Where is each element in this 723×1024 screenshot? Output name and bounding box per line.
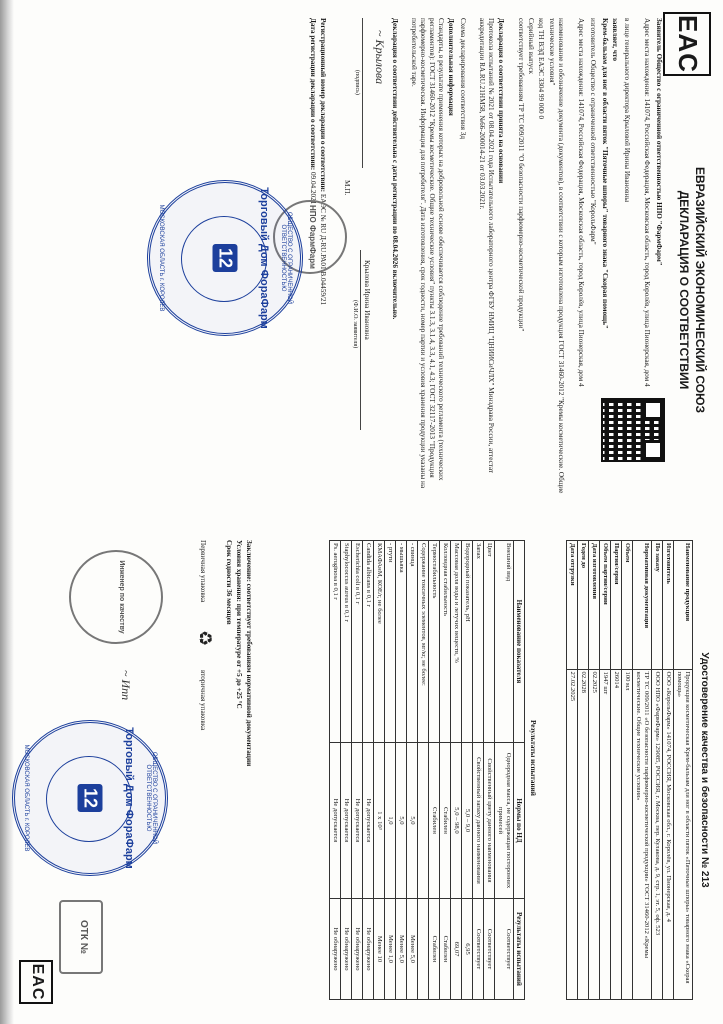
certificate-row-label: Дата отгрузки xyxy=(567,541,578,670)
applicant-address: Адрес места нахождения: 141074, Российская Федерация, Московская область, город Королёв, улица Пионерская, дом 4 xyxy=(643,18,651,387)
results-cell-result: Не обнаружено xyxy=(352,899,363,1000)
declaration-title: ДЕКЛАРАЦИЯ О СООТВЕТСТВИИ xyxy=(677,190,691,390)
certificate-row-value: ТР ТС 009/2011 «О безопасности парфюмерно-косметической продукции» ГОСТ 31460-2012 «Кремы косметические. Общие технические условия» xyxy=(633,669,652,999)
seal-place: М.П. xyxy=(343,180,351,196)
results-cell-indicator: Содержание токсичных элементов, мг/кг, не более: xyxy=(418,541,429,743)
certificate-info-table xyxy=(566,540,693,1000)
results-cell-indicator: Staphylococcus aureus в 0,1 г xyxy=(341,541,352,743)
standard-doc: наименование и обозначение документа (документов), в соответствии с которым изготовлена продукция ГОСТ 31460-2012 "Кремы косметические. Общие технические условия" xyxy=(548,18,565,494)
results-cell-indicator: Водородный показатель, pH xyxy=(462,541,473,743)
results-cell-result: Соответствует xyxy=(473,899,484,1000)
name-caption: (Ф.И.О. заявителя) xyxy=(352,300,358,349)
results-cell-result: Стабилен xyxy=(429,899,440,1000)
header-results: Результаты испытаний xyxy=(514,899,525,1000)
results-cell-indicator: - ртути xyxy=(385,541,396,743)
results-cell-norm: 5,0 – 9,0 xyxy=(462,742,473,898)
certificate-row-value: 100 мл xyxy=(622,669,633,999)
signature-line xyxy=(362,18,363,168)
certificate-row-label: Нормативная документация xyxy=(633,541,652,670)
results-cell-indicator: КМАФАнМ, КОЕ/г, не более xyxy=(374,541,385,743)
certificate-row-label: Объем партии/серии xyxy=(600,541,611,670)
eac-logo-certificate: EAC xyxy=(19,960,53,1004)
certificate-row xyxy=(622,541,633,1000)
results-table xyxy=(329,540,525,1000)
batch-type: Серийный выпуск xyxy=(527,18,535,75)
certificate-row-value: Продукция косметическая Крем-бальзам для ног в области пяток «Пяточные шпоры» товарного знака «Скорая помощь» xyxy=(674,669,693,999)
results-title: Результаты испытаний xyxy=(529,720,537,796)
results-cell-indicator: - свинца xyxy=(407,541,418,743)
secondary-packaging: вторичная упаковка xyxy=(199,670,207,731)
results-cell-indicator: Escherichia coli в 0,1 г xyxy=(352,541,363,743)
results-cell-norm: Не допускается xyxy=(363,742,374,898)
declaration xyxy=(0,0,723,505)
eac-logo: EAC xyxy=(663,12,711,76)
results-cell-norm xyxy=(418,742,429,898)
results-cell-result: 6,95 xyxy=(462,899,473,1000)
results-cell-indicator: Массовая доля воды и летучих веществ, % xyxy=(451,541,462,743)
conclusion: Заключение: соответствует требованиям нормативной документации xyxy=(245,540,253,767)
results-row xyxy=(429,541,440,1000)
results-row xyxy=(484,541,495,1000)
header-indicator: Наименование показателя xyxy=(514,541,525,743)
union-title: ЕВРАЗИЙСКИЙ ЭКОНОМИЧЕСКИЙ СОЮЗ xyxy=(693,166,707,414)
results-cell-norm: Свойственный цвету данного наименования xyxy=(484,742,495,898)
certificate-row xyxy=(589,541,600,1000)
qc-signature: ~ Ипп xyxy=(119,670,133,701)
certificate-row-label: Партия/серия xyxy=(611,541,622,670)
certificate-row-value: 26014 xyxy=(611,669,622,999)
manufacturer: изготовитель Общество с ограниченной ответственностью "КорольФарм" xyxy=(589,18,597,245)
qc-stamp: Инженер по качеству xyxy=(69,550,163,644)
results-cell-result: Менее 1,0 xyxy=(385,899,396,1000)
basis: Протокола испытаний № 2021 от 08.04.2021 года Испытательного лабораторного центра ФГБУ НМИЦ "ЦНИИСиЧЛХ" Минздрава России, аттестат аккредитации RA.RU.21НМ58, №66-200014-21 от 03.03.2021г. xyxy=(478,18,495,474)
certificate-row-label: Годен до xyxy=(578,541,589,670)
shelf-life: Срок годности 36 месяцев xyxy=(225,540,233,625)
results-cell-indicator: Коллоидная стабильность xyxy=(440,541,451,743)
certificate-row-value: 02.2025 xyxy=(589,669,600,999)
qr-code-icon xyxy=(603,400,663,460)
results-row xyxy=(352,541,363,1000)
tr-compliance: соответствует требованиям ТР ТС 009/2011 "О безопасности парфюмерно-косметической продукции" xyxy=(517,18,525,332)
otk-stamp: ОТК № xyxy=(59,900,103,974)
quality-certificate xyxy=(0,520,723,1020)
certificate-row-label: По заказу xyxy=(652,541,663,670)
results-cell-result: Стабилен xyxy=(440,899,451,1000)
certificate-row-label: Изготовитель xyxy=(663,541,674,670)
certificate-row-label: Объем xyxy=(622,541,633,670)
certificate-title: Удостоверение качества и безопасности № 213 xyxy=(699,652,710,888)
results-cell-result: Соответствует xyxy=(484,899,495,1000)
results-row xyxy=(330,541,341,1000)
results-cell-result: Не обнаружено xyxy=(363,899,374,1000)
results-cell-result xyxy=(418,899,429,1000)
registration-date: Дата регистрации декларации о соответствии: 09.04.2021 xyxy=(309,18,317,205)
certificate-row xyxy=(578,541,589,1000)
results-cell-result: Не обнаружено xyxy=(330,899,341,1000)
certificate-row-value: ООО НПО «ФармФарм» 129085, РОССИЯ, г. Москва, пер. Кулакова, д. 9, стр. 1, эт. 5, оф. 523 xyxy=(652,669,663,999)
certificate-row-value: 02.2028 xyxy=(578,669,589,999)
name-line xyxy=(360,250,361,430)
results-cell-indicator: Запах xyxy=(473,541,484,743)
certificate-row xyxy=(611,541,622,1000)
results-cell-indicator: - мышьяка xyxy=(396,541,407,743)
storage: Условия хранения: при температуре от +5 до +25 °С xyxy=(235,540,243,709)
results-cell-indicator: Candida albicans в 0,1 г xyxy=(363,541,374,743)
results-cell-norm: 1 х 10³ xyxy=(374,742,385,898)
results-row xyxy=(363,541,374,1000)
company-stamp-declaration: ОБЩЕСТВО С ОГРАНИЧЕННОЙ ОТВЕТСТВЕННОСТЬЮ Торговый Дом ФораФарм 12 МОСКОВСКАЯ ОБЛАСТЬ г. КОРОЛЕВ xyxy=(147,180,303,336)
results-cell-norm: Стабилен xyxy=(440,742,451,898)
results-cell-indicator: Цвет xyxy=(484,541,495,743)
registration-number: Регистрационный номер декларации о соответствии: ЕАЭС № RU Д-RU.РА01.В.04459/21 xyxy=(319,18,327,306)
results-row xyxy=(495,541,514,1000)
results-cell-indicator: Термостабильность xyxy=(429,541,440,743)
declares: заявляет, что xyxy=(611,18,619,61)
basis-label: Декларация о соответствии принята на основании xyxy=(497,18,505,184)
certificate-row-value: 1947 шт xyxy=(600,669,611,999)
results-row xyxy=(418,541,429,1000)
tnved-code: код ТН ВЭД ЕАЭС 3304 99 000 0 xyxy=(537,18,545,120)
results-cell-result: Менее 5,0 xyxy=(396,899,407,1000)
results-cell-norm: 1,0 xyxy=(385,742,396,898)
results-cell-result: Менее 5,0 xyxy=(407,899,418,1000)
certificate-row xyxy=(633,541,652,1000)
company-stamp-certificate: ОБЩЕСТВО С ОГРАНИЧЕННОЙ ОТВЕТСТВЕННОСТЬЮ Торговый Дом ФораФарм 12 МОСКОВСКАЯ ОБЛАСТЬ г. КОРОЛЕВ xyxy=(12,720,168,876)
validity: Декларация о соответствии действительна с даты регистрации по 08.04.2026 включительно. xyxy=(391,18,399,320)
results-row xyxy=(374,541,385,1000)
results-cell-result: Не обнаружено xyxy=(341,899,352,1000)
extra-label: Дополнительная информация xyxy=(447,18,455,116)
results-row xyxy=(396,541,407,1000)
certificate-row xyxy=(652,541,663,1000)
certificate-row xyxy=(567,541,578,1000)
results-row xyxy=(385,541,396,1000)
results-row xyxy=(341,541,352,1000)
results-cell-norm: Однородная масса, не содержащая посторонних примесей xyxy=(495,742,514,898)
results-cell-indicator: Ps. aeruginosa в 0,1 г xyxy=(330,541,341,743)
scheme: Схема декларирования соответствия 3д xyxy=(459,18,467,140)
results-cell-norm: 5,0 – 98,0 xyxy=(451,742,462,898)
results-cell-norm: 5,0 xyxy=(396,742,407,898)
certificate-row-value: ООО «КорольФарм» 141074, РОССИЯ, Московская обл., г. Королёв, ул. Пионерская, д. 4 xyxy=(663,669,674,999)
packaging: Первичная упаковка xyxy=(199,540,207,603)
results-row xyxy=(473,541,484,1000)
recycle-icon: ♻ xyxy=(195,630,215,647)
results-cell-result: Соответствует xyxy=(495,899,514,1000)
results-row xyxy=(451,541,462,1000)
manufacturer-address: Адрес места нахождения: 141074, Российская Федерация, Московская область, город Королёв, улица Пионерская, дом 4 xyxy=(577,18,585,387)
applicant-contacts: в лице генерального директора Крыловой Ирины Ивановны xyxy=(623,18,631,203)
extra-info: Стандарты, в результате применения которых на добровольной основе обеспечивается соблюдение требований технического регламента (технических регламентов): ГОСТ 31460-2012 "Кремы косметические. Общие технические условия" пункты 3.1.3, 3.1.4, 3.3, 4.1, 4.3; ГОСТ 32117-2013 "Продукция парфюмерно-косметическая. Информация для потребителя". Дата изготовления, срок годности, номер партии и условия хранения продукции указаны на потребительской таре. xyxy=(410,18,445,489)
handwritten-signature: ~ Крылова xyxy=(373,30,387,85)
results-row xyxy=(440,541,451,1000)
certificate-row xyxy=(674,541,693,1000)
results-row xyxy=(462,541,473,1000)
results-cell-result: 69,07 xyxy=(451,899,462,1000)
certificate-row-label: Дата изготовления xyxy=(589,541,600,670)
product-name: Крем-бальзам для ног в области пяток "Пяточные шпоры" товарного знака "Скорая помощь" xyxy=(601,18,609,329)
results-cell-indicator: Внешний вид xyxy=(495,541,514,743)
applicant: Заявитель Общество с ограниченной ответственностью НПО "ФармФарм" xyxy=(655,18,663,266)
results-cell-norm: Не допускается xyxy=(341,742,352,898)
results-row xyxy=(407,541,418,1000)
signer-name: Крылова Ирина Ивановна xyxy=(363,260,371,340)
results-cell-norm: 5,0 xyxy=(407,742,418,898)
results-cell-norm: Не допускается xyxy=(330,742,341,898)
results-cell-norm: Свойственный запаху данного наименования xyxy=(473,742,484,898)
npo-stamp: НПО ФармФарм xyxy=(273,200,347,274)
certificate-row-value: 27.02.2025 xyxy=(567,669,578,999)
results-cell-norm: Стабилен xyxy=(429,742,440,898)
certificate-row-label: Наименование продукции xyxy=(674,541,693,670)
header-norms: Нормы по НД xyxy=(514,742,525,898)
certificate-row xyxy=(663,541,674,1000)
signature-caption: (подпись) xyxy=(354,70,360,95)
results-cell-result: Менее 10 xyxy=(374,899,385,1000)
certificate-row xyxy=(600,541,611,1000)
results-cell-norm: Не допускается xyxy=(352,742,363,898)
